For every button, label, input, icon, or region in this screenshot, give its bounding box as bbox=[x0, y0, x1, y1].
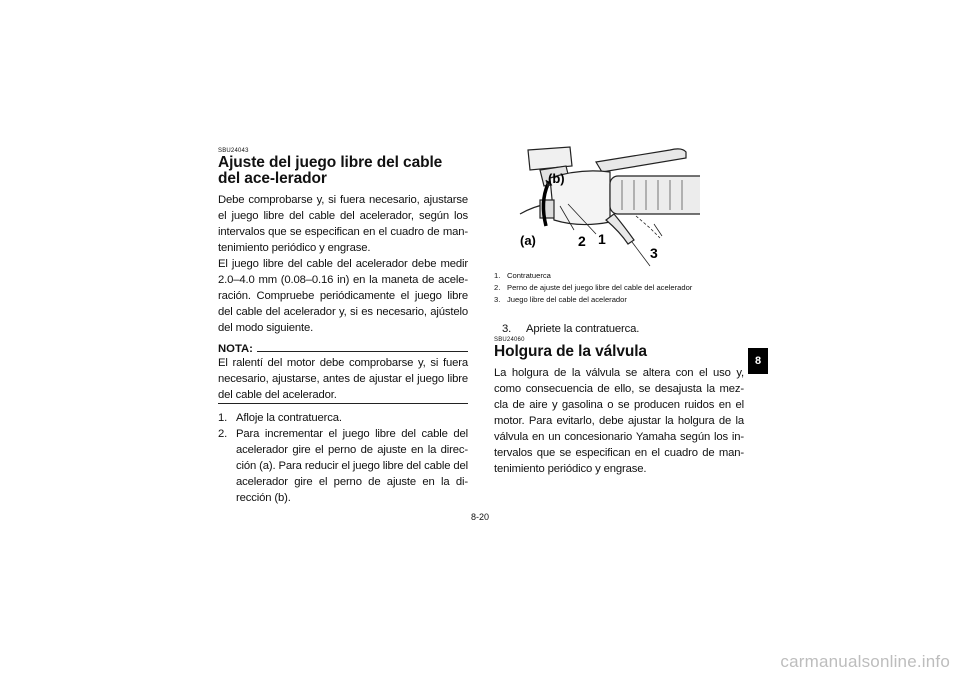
steps-list bbox=[218, 410, 468, 506]
step-text: Para incrementar el juego libre del cable del acelerador gire el perno de ajuste en la direc-ción (a). Para reducir el juego libre del cable del acelerador gire el perno de ajuste en la di-rección (b). bbox=[236, 428, 468, 504]
label-b: (b) bbox=[548, 171, 565, 186]
caption-item bbox=[494, 294, 754, 306]
section-code: SBU24043 bbox=[218, 148, 249, 154]
label-1: 1 bbox=[598, 231, 606, 247]
figure-captions bbox=[494, 270, 754, 307]
note-header bbox=[218, 343, 468, 355]
caption-text: Contratuerca bbox=[507, 271, 551, 280]
step-text: Afloje la contratuerca. bbox=[236, 412, 342, 424]
caption-text: Juego libre del cable del acelerador bbox=[507, 295, 627, 305]
section-throttle bbox=[218, 148, 468, 506]
watermark: carmanualsonline.info bbox=[780, 652, 950, 671]
section-code: SBU24060 bbox=[494, 337, 525, 343]
section-valve bbox=[494, 337, 744, 477]
caption-number: 1. bbox=[494, 271, 501, 280]
label-3: 3 bbox=[650, 245, 658, 261]
caption-number: 2. bbox=[494, 283, 501, 293]
label-2: 2 bbox=[578, 233, 586, 249]
list-item bbox=[494, 321, 744, 337]
paragraph: Debe comprobarse y, si fuera necesario, ajustarse el juego libre del cable del acelerador, según los intervalos que se especifican en el cuadro de man-tenimiento periódico y engrase. bbox=[218, 194, 468, 254]
list-item bbox=[218, 410, 468, 426]
note-text: El ralentí del motor debe comprobarse y, si fuera necesario, ajustarse, antes de ajustar el juego libre del cable del acelerador. bbox=[218, 355, 468, 404]
caption-item bbox=[494, 270, 754, 282]
caption-item bbox=[494, 282, 754, 294]
list-item bbox=[218, 426, 468, 506]
step-number: 1. bbox=[218, 412, 228, 424]
caption-text: Perno de ajuste del juego libre del cable del acelerador bbox=[507, 283, 693, 293]
page-number: 8-20 bbox=[470, 512, 489, 522]
paragraph: La holgura de la válvula se altera con el uso y, como consecuencia de ello, se desajusta la mez-cla de aire y gasolina o se producen ruidos en el motor. Para evitarlo, debe ajustar la holgura de la válvula en un concesionario Yamaha según los in-tervalos que se especifican en el cuadro de man-tenimiento periódico y engrase. bbox=[494, 367, 744, 475]
throttle-illustration bbox=[510, 142, 700, 272]
step-text: Apriete la contratuerca. bbox=[526, 323, 640, 335]
chapter-tab: 8 bbox=[748, 348, 768, 374]
paragraph: El juego libre del cable del acelerador debe medir 2.0–4.0 mm (0.08–0.16 in) en la maneta de acele-ración. Compruebe periódicamente el juego libre del cable del acelerador y, si es necesario, ajústelo del modo siguiente. bbox=[218, 258, 468, 334]
label-a: (a) bbox=[520, 233, 536, 248]
steps-list-continued bbox=[494, 321, 744, 337]
caption-number: 3. bbox=[494, 295, 501, 305]
note-label: NOTA: bbox=[218, 343, 253, 355]
step-number: 3. bbox=[502, 323, 512, 335]
step-number: 2. bbox=[218, 428, 228, 440]
section-title: Ajuste del juego libre del cable del ace-lerador bbox=[218, 154, 443, 187]
note-rule bbox=[257, 350, 468, 352]
section-title: Holgura de la válvula bbox=[494, 343, 647, 360]
